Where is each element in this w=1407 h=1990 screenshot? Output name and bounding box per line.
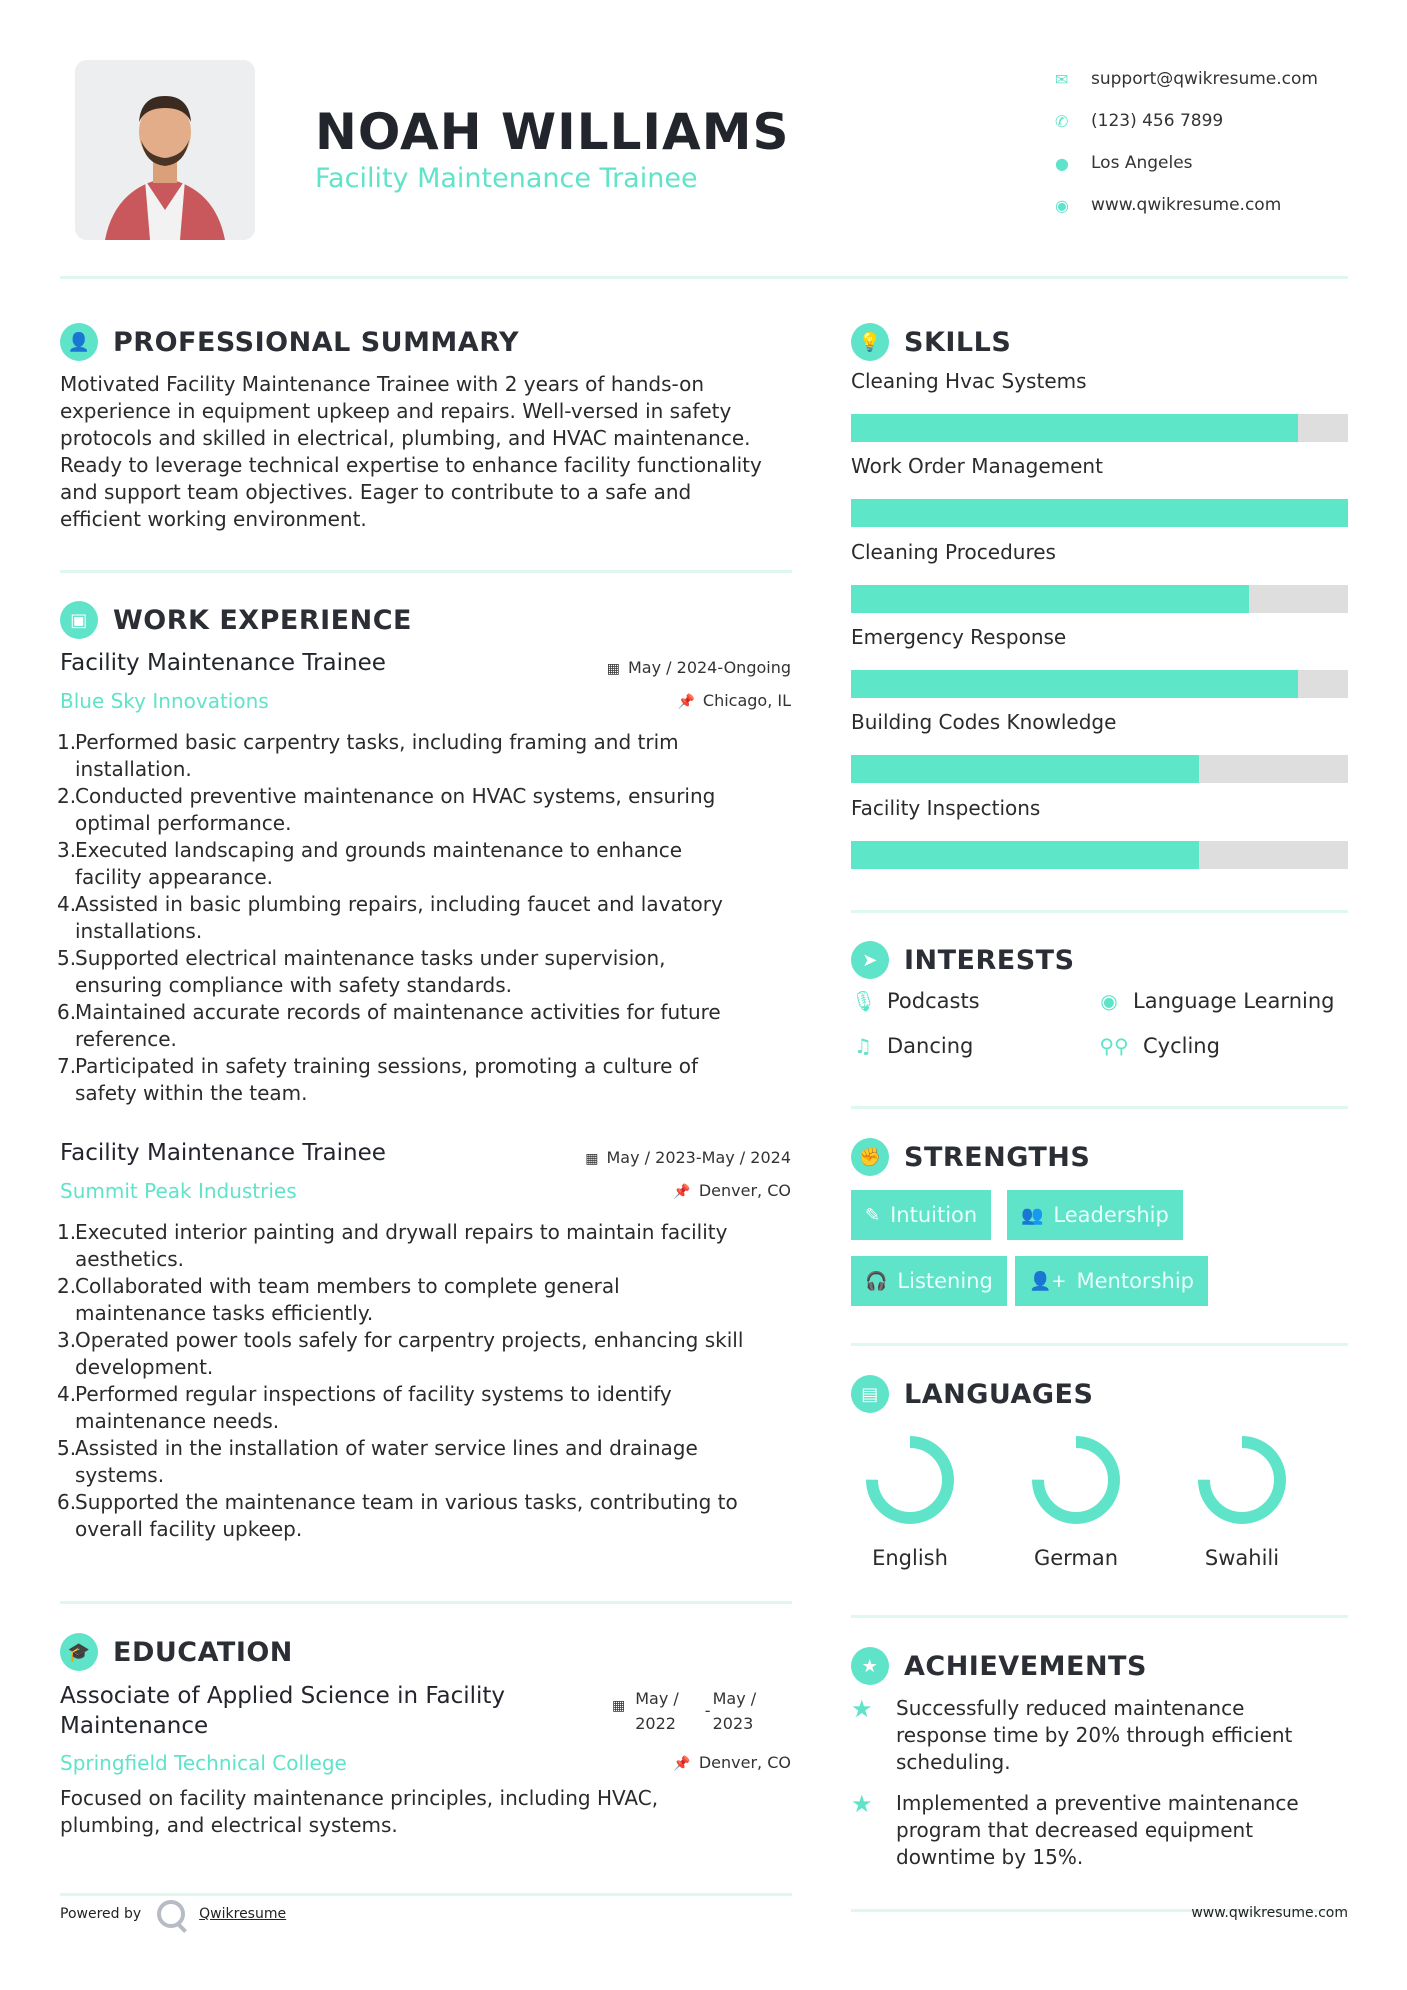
globe-icon: ◉ (1100, 989, 1118, 1013)
education-date: ▦ May / 2022 - May / 2023 (612, 1686, 756, 1736)
language-item (850, 1432, 970, 1570)
skills-heading: 💡 SKILLS (851, 323, 1011, 361)
list-item: 6. Maintained accurate records of maintenance activities for future reference. (57, 1000, 721, 1051)
list-item: 2. Conducted preventive maintenance on HVAC systems, ensuring optimal performance. (57, 784, 716, 835)
skill-bar-fill (851, 670, 1298, 698)
skill-item (851, 625, 1348, 698)
section-divider (60, 570, 792, 573)
calendar-icon: ▦ (585, 1151, 599, 1167)
list-item: 3. Executed landscaping and grounds maintenance to enhance facility appearance. (57, 838, 683, 889)
list-item: 5. Assisted in the installation of water service lines and drainage systems. (57, 1436, 698, 1487)
education-heading: 🎓 EDUCATION (60, 1633, 293, 1671)
achievements-heading: ★ ACHIEVEMENTS (851, 1647, 1147, 1685)
contact-email[interactable]: ✉ support@qwikresume.com (1055, 69, 1318, 89)
lightbulb-icon: 💡 (851, 323, 889, 361)
job-title: Facility Maintenance Trainee (60, 1140, 386, 1166)
phone-icon: ✆ (1055, 111, 1069, 131)
skill-label: Cleaning Procedures (851, 540, 1056, 564)
list-item: 7. Participated in safety training sessions, promoting a culture of safety within the team. (57, 1054, 699, 1105)
interest-podcasts: 🎙 Podcasts (851, 989, 980, 1013)
skill-bar (851, 670, 1348, 698)
header-divider (60, 276, 1348, 279)
music-icon: ♫ (854, 1034, 872, 1058)
company-name: Blue Sky Innovations (60, 689, 269, 713)
pin-icon: 📌 (673, 1756, 691, 1772)
list-item: 4. Assisted in basic plumbing repairs, including faucet and lavatory installations. (57, 892, 723, 943)
skill-bar (851, 755, 1348, 783)
skill-item (851, 796, 1348, 869)
language-label: German (1033, 1546, 1119, 1570)
bicycle-icon: ⚲⚲ (1099, 1034, 1129, 1058)
job-duties-list (57, 1219, 797, 1543)
skill-label: Facility Inspections (851, 796, 1041, 820)
qwikresume-logo-icon (157, 1900, 185, 1928)
list-item: 3. Operated power tools safely for carpentry projects, enhancing skill development. (57, 1328, 744, 1379)
section-divider (60, 1893, 792, 1896)
users-icon: 👥 (1021, 1204, 1044, 1226)
education-location: 📌 Denver, CO (673, 1753, 791, 1772)
languages-heading: ▤ LANGUAGES (851, 1375, 1093, 1413)
skill-bar (851, 841, 1348, 869)
strengths-heading: ✊ STRENGTHS (851, 1138, 1090, 1176)
job-location: 📌 Denver, CO (673, 1181, 791, 1200)
skill-item (851, 369, 1348, 442)
job-location: 📌 Chicago, IL (677, 691, 791, 710)
language-ring (1028, 1432, 1124, 1528)
education-description: Focused on facility maintenance principles, including HVAC, plumbing, and electrical systems. (60, 1786, 659, 1837)
section-divider (851, 1106, 1348, 1109)
calendar-icon: ▦ (612, 1698, 626, 1714)
skill-bar-fill (851, 841, 1199, 869)
fist-icon: ✊ (851, 1138, 889, 1176)
calendar-icon: ▦ (606, 661, 620, 677)
language-label: Swahili (1204, 1546, 1280, 1570)
section-divider (851, 1343, 1348, 1346)
skill-bar (851, 414, 1348, 442)
star-icon: ★ (851, 1695, 873, 1723)
briefcase-icon: ▣ (60, 601, 98, 639)
achievement-item: ★ Successfully reduced maintenance response time by 20% through efficient scheduling. (851, 1695, 1293, 1774)
strength-chip: 👥 Leadership (1007, 1190, 1183, 1240)
candidate-name: NOAH WILLIAMS (315, 103, 790, 161)
list-item: 4. Performed regular inspections of facility systems to identify maintenance needs. (57, 1382, 672, 1433)
headphones-icon: 🎧 (865, 1270, 888, 1292)
degree-title: Associate of Applied Science in Facility Maintenance (60, 1683, 506, 1739)
user-plus-icon: 👤+ (1029, 1270, 1067, 1292)
section-divider (851, 1615, 1348, 1618)
magic-wand-icon: ✎ (865, 1204, 881, 1226)
contact-location: ● Los Angeles (1055, 153, 1193, 173)
interest-cycling: ⚲⚲ Cycling (1097, 1034, 1220, 1058)
language-label: English (872, 1546, 948, 1570)
location-icon: ● (1055, 153, 1069, 173)
list-item: 1. Performed basic carpentry tasks, including framing and trim installation. (57, 730, 679, 781)
list-item: 5. Supported electrical maintenance tasks under supervision, ensuring compliance with safety standards. (57, 946, 666, 997)
job-date: ▦ May / 2023-May / 2024 (585, 1148, 791, 1167)
language-level-arc (1204, 1442, 1280, 1518)
section-divider (851, 910, 1348, 913)
skill-bar-fill (851, 755, 1199, 783)
star-badge-icon: ★ (851, 1647, 889, 1685)
contact-list (1055, 58, 1355, 226)
language-ring (862, 1432, 958, 1528)
summary-heading: 👤 PROFESSIONAL SUMMARY (60, 323, 519, 361)
job-title: Facility Maintenance Trainee (60, 650, 386, 676)
skill-item (851, 454, 1348, 527)
graduation-icon: 🎓 (60, 1633, 98, 1671)
list-item: 1. Executed interior painting and drywall repairs to maintain facility aesthetics. (57, 1220, 728, 1271)
language-level-arc (872, 1442, 948, 1518)
skill-label: Building Codes Knowledge (851, 710, 1117, 734)
job-date: ▦ May / 2024-Ongoing (606, 658, 791, 677)
id-card-icon: ▤ (851, 1375, 889, 1413)
profile-photo (75, 60, 255, 240)
skill-label: Work Order Management (851, 454, 1103, 478)
strength-chip: ✎ Intuition (851, 1190, 991, 1240)
experience-heading: ▣ WORK EXPERIENCE (60, 601, 412, 639)
skill-label: Cleaning Hvac Systems (851, 369, 1087, 393)
skill-bar (851, 499, 1348, 527)
interests-heading: ➤ INTERESTS (851, 941, 1075, 979)
skill-label: Emergency Response (851, 625, 1067, 649)
summary-text: Motivated Facility Maintenance Trainee with 2 years of hands-on experience in equipment upkeep and repairs. Well-versed in safety protocols and skilled in electrical, plumbing, and HVAC maintenance. Ready to leverage technical expertise to enhance facility functionality and support team objectives. Eager to contribute to a safe and efficient working environment. (60, 372, 762, 531)
interest-language-learning: ◉ Language Learning (1097, 989, 1334, 1013)
microphone-icon: 🎙 (851, 989, 877, 1013)
candidate-role: Facility Maintenance Trainee (315, 163, 698, 194)
school-name: Springfield Technical College (60, 1751, 347, 1775)
paper-plane-icon: ➤ (851, 941, 889, 979)
contact-website[interactable]: ◉ www.qwikresume.com (1055, 195, 1282, 215)
interest-dancing: ♫ Dancing (851, 1034, 973, 1058)
company-name: Summit Peak Industries (60, 1179, 297, 1203)
star-icon: ★ (851, 1790, 873, 1818)
job-duties-list (57, 729, 797, 1107)
skill-bar-fill (851, 499, 1348, 527)
footer-powered-by: Powered by Qwikresume (60, 1900, 286, 1928)
pin-icon: 📌 (673, 1184, 691, 1200)
strength-chip: 👤+ Mentorship (1015, 1256, 1208, 1306)
strength-chip: 🎧 Listening (851, 1256, 1007, 1306)
contact-phone[interactable]: ✆ (123) 456 7899 (1055, 111, 1224, 131)
language-ring (1194, 1432, 1290, 1528)
pin-icon: 📌 (677, 694, 695, 710)
section-divider (60, 1601, 792, 1604)
user-icon: 👤 (60, 323, 98, 361)
language-item (1016, 1432, 1136, 1570)
language-item (1182, 1432, 1302, 1570)
skill-item (851, 710, 1348, 783)
brand-link[interactable]: Qwikresume (199, 1906, 287, 1922)
language-level-arc (1038, 1442, 1114, 1518)
globe-icon: ◉ (1055, 195, 1069, 215)
list-item: 2. Collaborated with team members to complete general maintenance tasks efficiently. (57, 1274, 620, 1325)
skill-bar-fill (851, 414, 1298, 442)
skill-bar-fill (851, 585, 1249, 613)
achievement-item: ★ Implemented a preventive maintenance program that decreased equipment downtime by 15%. (851, 1790, 1299, 1869)
skill-item (851, 540, 1348, 613)
skill-bar (851, 585, 1348, 613)
footer-website[interactable]: www.qwikresume.com (1191, 1905, 1348, 1921)
list-item: 6. Supported the maintenance team in various tasks, contributing to overall facility upkeep. (57, 1490, 738, 1541)
email-icon: ✉ (1055, 69, 1069, 89)
